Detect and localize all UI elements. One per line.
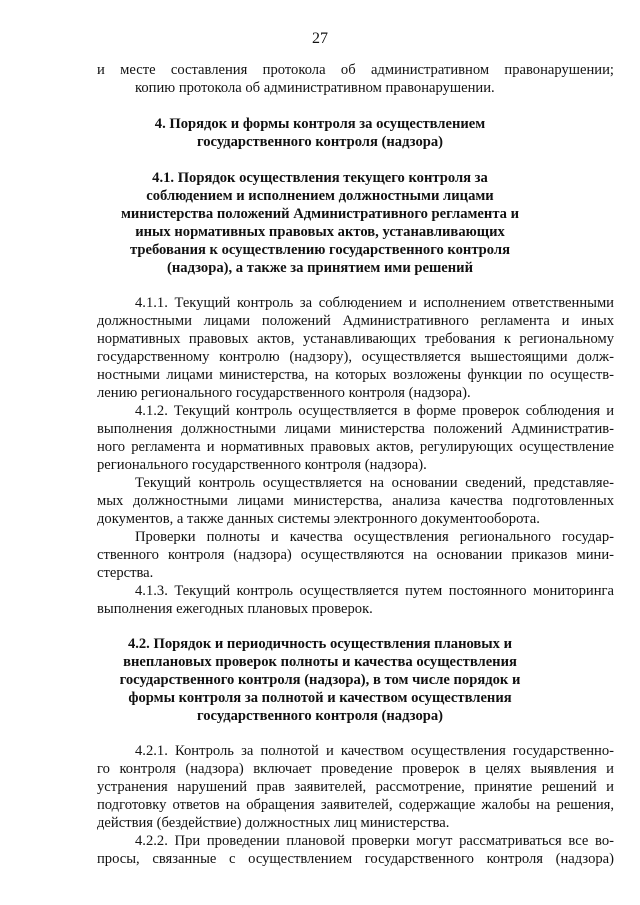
body-4-1-line-11: Текущий контроль осуществляется на основании сведений, представляе- xyxy=(135,475,614,491)
body-4-1-line-1: 4.1.1. Текущий контроль за соблюдением и исполнением ответственными xyxy=(135,295,614,311)
body-4-2-line-6: 4.2.2. При проведении плановой проверки могут рассматриваться все во- xyxy=(135,833,614,849)
section-4-2-heading-line-5: государственного контроля (надзора) xyxy=(196,708,444,724)
section-4-1-heading-line-2: соблюдением и исполнением должностными лицами xyxy=(146,188,494,204)
body-4-1-line-16: стерства. xyxy=(97,565,154,581)
section-4-1-heading-line-5: требования к осуществлению государственного контроля xyxy=(130,242,510,258)
section-4-2-heading-line-1: 4.2. Порядок и периодичность осуществления плановых и xyxy=(127,636,513,652)
body-4-2-line-3: устранения нарушений прав заявителей, рассмотрение, принятие решений и xyxy=(97,779,614,795)
section-4-2-heading-line-3: государственного контроля (надзора), в том числе порядок и xyxy=(119,672,521,688)
body-4-1-line-15: ственного контроля (надзора) осуществляются на основании приказов мини- xyxy=(97,547,614,563)
body-4-1-line-4: государственному контролю (надзору), осуществляется вышестоящими долж- xyxy=(97,349,614,365)
body-4-2-line-7: просы, связанные с осуществлением государственного контроля (надзора) xyxy=(97,851,614,867)
body-4-1-line-6: лению регионального государственного контроля (надзора). xyxy=(97,385,471,401)
body-4-2-line-4: подготовку ответов на обращения заявителей, содержащие жалобы на решения, xyxy=(97,797,614,813)
section-4-1-heading-line-1: 4.1. Порядок осуществления текущего контроля за xyxy=(152,170,488,186)
body-4-1-line-7: 4.1.2. Текущий контроль осуществляется в форме проверок соблюдения и xyxy=(135,403,614,419)
intro-line-1: и месте составления протокола об административном правонарушении; xyxy=(97,62,614,78)
body-4-1-line-9: ного регламента и нормативных правовых актов, регулирующих осуществление xyxy=(97,439,614,455)
body-4-1-line-18: выполнения ежегодных плановых проверок. xyxy=(97,601,373,617)
section-4-1-heading-line-3: министерства положений Административного регламента и xyxy=(120,206,520,222)
body-4-2-line-5: действия (бездействие) должностных лиц министерства. xyxy=(97,815,450,831)
section-4-2-heading-line-4: формы контроля за полнотой и качеством осуществления xyxy=(128,690,512,706)
body-4-1-line-12: мых должностными лицами министерства, анализа качества подготовленных xyxy=(97,493,614,509)
section-4-heading-line-2: государственного контроля (надзора) xyxy=(196,134,444,150)
body-4-1-line-10: регионального государственного контроля (надзора). xyxy=(97,457,427,473)
body-4-1-line-5: ностными лицами министерства, на которых возложены функции по осуществ- xyxy=(97,367,614,383)
body-4-1-line-2: должностными лицами положений Административного регламента и иных xyxy=(97,313,614,329)
body-4-2-line-1: 4.2.1. Контроль за полнотой и качеством осуществления государственно- xyxy=(135,743,614,759)
page-number: 27 xyxy=(312,30,328,47)
body-4-2-line-2: го контроля (надзора) включает проведение проверок в целях выявления и xyxy=(97,761,614,777)
body-4-1-line-17: 4.1.3. Текущий контроль осуществляется путем постоянного мониторинга xyxy=(135,583,614,599)
intro-line-2: копию протокола об административном правонарушении. xyxy=(135,80,495,96)
body-4-1-line-14: Проверки полноты и качества осуществления регионального государ- xyxy=(135,529,614,545)
body-4-1-line-8: выполнения должностными лицами министерства положений Административ- xyxy=(97,421,614,437)
section-4-2-heading-line-2: внеплановых проверок полноты и качества осуществления xyxy=(123,654,517,670)
section-4-1-heading-line-6: (надзора), а также за принятием ими решений xyxy=(167,260,473,276)
body-4-1-line-13: документов, а также данных системы электронного документооборота. xyxy=(97,511,540,527)
body-4-1-line-3: нормативных правовых актов, устанавливающих требования к региональному xyxy=(97,331,614,347)
section-4-heading-line-1: 4. Порядок и формы контроля за осуществлением xyxy=(154,116,486,132)
section-4-1-heading-line-4: иных нормативных правовых актов, устанавливающих xyxy=(135,224,505,240)
